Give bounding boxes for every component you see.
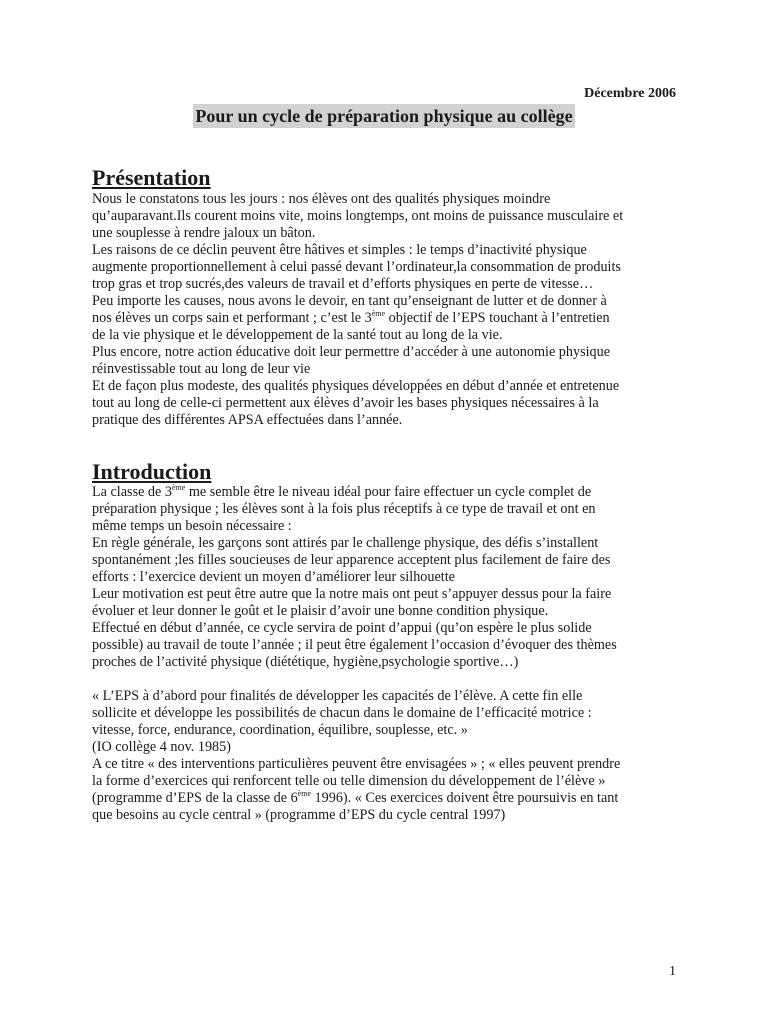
presentation-line: Peu importe les causes, nous avons le devoir, en tant qu’enseignant de lutter et de donner à	[92, 293, 607, 309]
quote-line: (programme d’EPS de la classe de 6ème 1996). « Ces exercices doivent être poursuivis en tant	[92, 789, 619, 806]
presentation-line: tout au long de celle-ci permettent aux élèves d’avoir les bases physiques nécessaires à la	[92, 395, 599, 411]
presentation-line: pratique des différentes APSA effectuées dans l’année.	[92, 412, 403, 428]
page-number: 1	[669, 964, 676, 979]
introduction-line: proches de l’activité physique (diététique, hygiène,psychologie sportive…)	[92, 654, 519, 670]
introduction-line: spontanément ;les filles soucieuses de leur apparence acceptent plus facilement de faire des	[92, 552, 611, 568]
superscript: ème	[171, 483, 186, 492]
title-container	[0, 104, 768, 128]
introduction-line: Effectué en début d’année, ce cycle servira de point d’appui (qu’on espère le plus solide	[92, 620, 592, 636]
introduction-line: efforts : l’exercice devient un moyen d’améliorer leur silhouette	[92, 569, 455, 585]
presentation-line: Plus encore, notre action éducative doit leur permettre d’accéder à une autonomie physique	[92, 344, 611, 360]
presentation-line: réinvestissable tout au long de leur vie	[92, 361, 311, 377]
presentation-line: augmente proportionnellement à celui passé devant l’ordinateur,la consommation de produits	[92, 259, 621, 275]
quote-line: la forme d’exercices qui renforcent telle ou telle dimension du développement de l’élève »	[92, 773, 606, 789]
presentation-line: Les raisons de ce déclin peuvent être hâtives et simples : le temps d’inactivité physique	[92, 242, 587, 258]
presentation-text	[92, 191, 682, 429]
quote-line: (IO collège 4 nov. 1985)	[92, 739, 231, 755]
quote-line: que besoins au cycle central » (programme d’EPS du cycle central 1997)	[92, 807, 506, 823]
introduction-line: évoluer et leur donner le goût et le plaisir d’avoir une bonne condition physique.	[92, 603, 549, 619]
paragraph-gap	[92, 671, 682, 688]
introduction-line: La classe de 3ème me semble être le niveau idéal pour faire effectuer un cycle complet de	[92, 483, 592, 500]
document-date: Décembre 2006	[584, 86, 676, 101]
quote-line: vitesse, force, endurance, coordination, équilibre, souplesse, etc. »	[92, 722, 468, 738]
presentation-line: de la vie physique et le développement de la santé tout au long de la vie.	[92, 327, 503, 343]
presentation-line: Et de façon plus modeste, des qualités physiques développées en début d’année et entretenue	[92, 378, 620, 394]
introduction-heading: Introduction	[92, 459, 212, 484]
introduction-line: possible) au travail de toute l’année ; il peut être également l’occasion d’évoquer des thèmes	[92, 637, 617, 653]
quote-line: A ce titre « des interventions particulières peuvent être envisagées » ; « elles peuvent prendre	[92, 756, 621, 772]
quote-line: « L’EPS à d’abord pour finalités de développer les capacités de l’élève. A cette fin elle	[92, 688, 583, 704]
introduction-line: En règle générale, les garçons sont attirés par le challenge physique, des défis s’installent	[92, 535, 599, 551]
presentation-line: Nous le constatons tous les jours : nos élèves ont des qualités physiques moindre	[92, 191, 551, 207]
document-title: Pour un cycle de préparation physique au collège	[195, 106, 573, 126]
presentation-line: qu’auparavant.Ils courent moins vite, moins longtemps, ont moins de puissance musculaire et	[92, 208, 624, 224]
introduction-text	[92, 484, 682, 824]
presentation-line: une souplesse à rendre jaloux un bâton.	[92, 225, 316, 241]
superscript: ème	[297, 789, 311, 798]
introduction-line: Leur motivation est peut être autre que la notre mais ont peut s’appuyer dessus pour la faire	[92, 586, 612, 602]
presentation-line: nos élèves un corps sain et performant ; c’est le 3ème objectif de l’EPS touchant à l’entretien	[92, 309, 610, 326]
introduction-line: même temps un besoin nécessaire :	[92, 518, 292, 534]
superscript: ème	[371, 309, 386, 318]
quote-line: sollicite et développe les possibilités de chacun dans le domaine de l’efficacité motrice :	[92, 705, 592, 721]
introduction-line: préparation physique ; les élèves sont à la fois plus réceptifs à ce type de travail et ont en	[92, 501, 596, 517]
presentation-heading: Présentation	[92, 165, 211, 190]
presentation-line: trop gras et trop sucrés,des valeurs de travail et d’efforts physiques en perte de vitesse…	[92, 276, 594, 292]
